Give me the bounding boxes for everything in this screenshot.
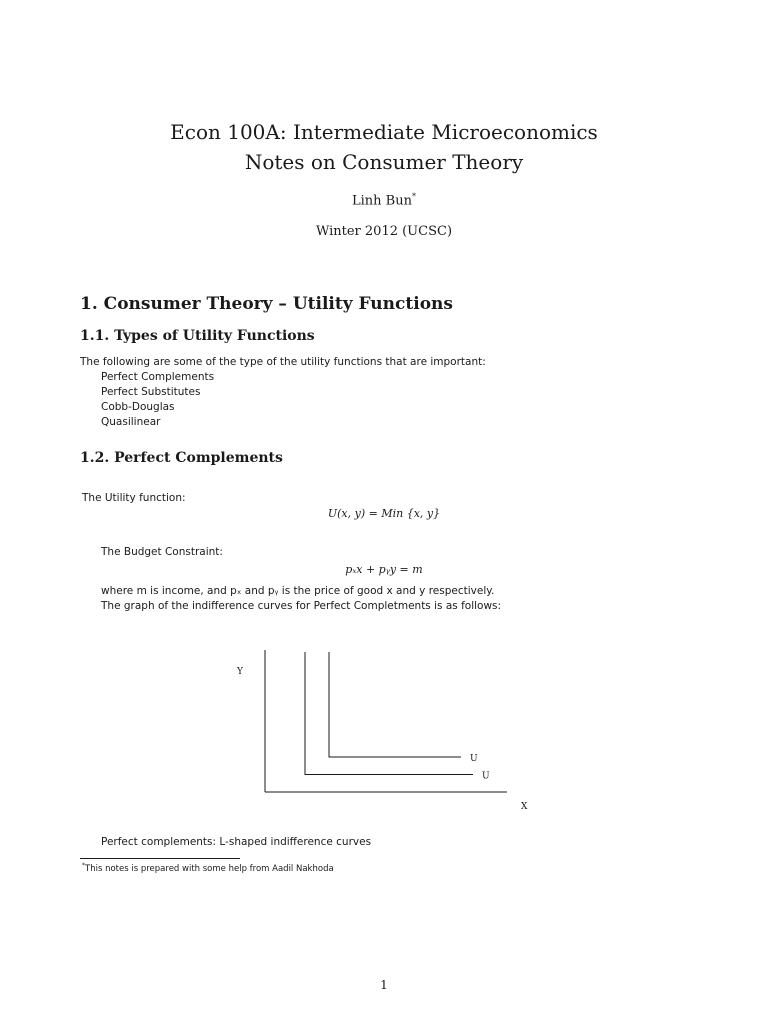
title-line-2: Notes on Consumer Theory	[244, 150, 524, 174]
list-item: Perfect Substitutes	[101, 386, 201, 398]
subsection-heading-1-2: 1.2. Perfect Complements	[80, 450, 283, 466]
indifference-curve-2	[329, 652, 461, 757]
footnote-text: This notes is prepared with some help from Aadil Nakhoda	[85, 863, 334, 874]
types-intro: The following are some of the type of the utility functions that are important:	[80, 356, 486, 368]
budget-formula: pₓx + pᵧy = m	[345, 563, 423, 576]
author-name: Linh Bun	[352, 193, 412, 209]
list-item: Cobb-Douglas	[101, 401, 175, 413]
chart-caption: Perfect complements: L-shaped indifference curves	[101, 836, 372, 848]
curve-label-1: U	[482, 771, 490, 782]
curve-label-2: U	[470, 754, 478, 764]
page-number: 1	[380, 978, 388, 992]
author-footnote-mark: *	[411, 192, 416, 201]
list-item: Quasilinear	[101, 416, 161, 428]
date: Winter 2012 (UCSC)	[315, 224, 453, 239]
indifference-curve-1	[305, 652, 473, 775]
utility-function-label: The Utility function:	[82, 492, 186, 504]
section-heading-1: 1. Consumer Theory – Utility Functions	[80, 294, 453, 314]
list-item: Perfect Complements	[101, 371, 215, 383]
footnote-rule	[80, 858, 240, 859]
where-line: where m is income, and pₓ and pᵧ is the price of good x and y respectively.	[101, 585, 495, 597]
footnote	[82, 862, 334, 874]
y-axis-label: Y	[237, 667, 243, 677]
chart-layer	[236, 650, 528, 812]
graph-intro: The graph of the indifference curves for Perfect Completments is as follows:	[101, 600, 502, 612]
x-axis-label: X	[521, 802, 528, 812]
footnote-mark: *	[82, 862, 85, 869]
author	[0, 192, 768, 208]
subsection-heading-1-1: 1.1. Types of Utility Functions	[80, 328, 315, 344]
indifference-curves-chart	[230, 636, 528, 816]
budget-constraint-label: The Budget Constraint:	[101, 546, 223, 558]
title-line-1: Econ 100A: Intermediate Microeconomics	[170, 120, 598, 144]
utility-formula: U(x, y) = Min {x, y}	[327, 507, 441, 520]
